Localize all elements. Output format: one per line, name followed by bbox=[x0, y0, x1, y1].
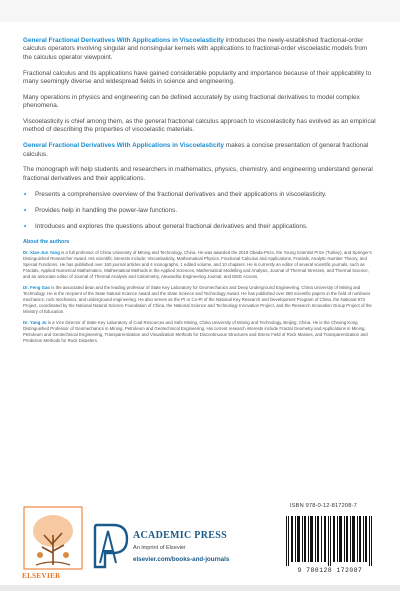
description-block bbox=[23, 37, 377, 349]
bottom-rule bbox=[0, 585, 400, 591]
feature-list bbox=[23, 191, 377, 231]
author-name: Dr. Xiao-Jun Yang bbox=[23, 249, 60, 255]
description-paragraph: The monograph will help students and researchers in mathematics, physics, chemistry, and engineering understand general fractional derivatives and their applications. bbox=[23, 166, 373, 182]
publisher-url: elsevier.com/books-and-journals bbox=[133, 556, 230, 563]
elsevier-tree-logo-icon bbox=[22, 505, 84, 573]
academic-press-logo-icon bbox=[93, 523, 129, 569]
isbn-text: ISBN 978-0-12-817208-7 bbox=[290, 503, 357, 509]
author-name: Dr. Yang Ju bbox=[23, 319, 47, 325]
description-paragraph: Many operations in physics and engineering can be defined accurately by using fractional derivatives to model complex phenomena. bbox=[23, 93, 360, 110]
description-paragraph: General Fractional Derivatives With Applications in Viscoelasticity introduces the newly-established fractional-order calculus operators involving singular and nonsingular kernels with applications to fractional-order viscoelastic models from the calculus operator viewpoint. bbox=[23, 37, 368, 61]
academic-press-name: ACADEMIC PRESS bbox=[133, 530, 227, 541]
feature-item: • Provides help in handling the power-law functions. bbox=[24, 206, 178, 214]
about-authors-heading: About the authors bbox=[23, 238, 70, 245]
imprint-line: An imprint of Elsevier bbox=[133, 545, 186, 551]
author-bio: Dr. Xiao-Jun Yang is a full professor of China University of Mining and Technology, China. He was awarded the 2019 Obada-Prize, the Young Scientist Prize (Turkey), and Springer's Distinguished Researcher Award. His scientific interests include: Viscoelasticity, Mathematical Physics, Fractional Calculus and Applications, Fractals, Analytic Number Theory, and Special Functions. He has published over 160 journal articles and 4 monographs, 1 edited volume, and 10 chapters. He is currently an editor of several scientific journals, such as Fractals, Applied Numerical Mathematics, Mathematical Methods in the Applied Sciences, Mathematical Modelling and Analysis, Journal of Thermal Stresses, and Thermal Science, and an associate editor of Journal of Thermal Analysis and Calorimetry, Alexandria Engineering Journal, and IEEE Access. bbox=[23, 249, 372, 279]
feature-item: • Introduces and explores the questions about general fractional derivatives and their applications. bbox=[24, 222, 308, 230]
top-band bbox=[0, 0, 400, 22]
barcode-bars-icon bbox=[286, 516, 374, 566]
book-title-inline: General Fractional Derivatives With Applications in Viscoelasticity bbox=[23, 142, 224, 150]
bullet-icon: • bbox=[24, 190, 27, 198]
description-paragraph: Viscoelasticity is chief among them, as the general fractional calculus approach to viscoelasticity has evolved as an empirical method of describing the properties of viscoelastic materials. bbox=[23, 118, 376, 134]
description-paragraph: Fractional calculus and its applications have gained considerable popularity and importance because of their applicability to many seemingly diverse and widespread fields in science and engineering. bbox=[23, 69, 372, 86]
elsevier-wordmark: ELSEVIER bbox=[22, 572, 61, 580]
description-paragraph: General Fractional Derivatives With Applications in Viscoelasticity makes a concise presentation of general fractional calculus. bbox=[23, 142, 369, 158]
bullet-icon: • bbox=[24, 222, 27, 230]
barcode bbox=[278, 513, 382, 576]
author-name: Dr. Feng Gao bbox=[23, 284, 51, 290]
author-bio: Dr. Feng Gao is the associated dean and the leading professor of State Key Laboratory for Geomechanics and Deep Underground Engineering, China University of Mining and Technology. He is the recipient of the State Natural Science Award and the State Science and Technology Award. He has published over 280 scientific papers in the field of nonlinear mechanics, rock mechanics, and underground engineering. He also serves as the PI or Co-PI of the National Key Research and Development Program of China, the National 973 Project, coordinated by the National Natural Science Foundation of China, the National Science and Technology Innovation Project, and the Research Innovation Group Project of the Ministry of Education. bbox=[23, 284, 372, 314]
author-bio: Dr. Yang Ju is a Vice Director of State Key Laboratory of Coal Resources and Safe Mining, China University of Mining and Technology, Beijing, China. He is the Cheung Kong Distinguished Professor of Geomechanics in Mining, Petroleum and Geotechnical Engineering. His current research interests include Fractal Geometry and Applications in Mining, Petroleum and Geotechnical Engineering, Transparentization and Visualization Methods for Discontinuous Structures and Stress Field of Rock Masses, and Transparentization and Prediction Methods for Rock Disasters. bbox=[23, 319, 368, 343]
feature-item: • Presents a comprehensive overview of the fractional derivatives and their applications in viscoelasticity. bbox=[24, 190, 327, 198]
bullet-icon: • bbox=[24, 206, 27, 214]
book-title-inline: General Fractional Derivatives With Applications in Viscoelasticity bbox=[23, 37, 224, 44]
barcode-digits: 9 780128 172087 bbox=[297, 567, 363, 574]
